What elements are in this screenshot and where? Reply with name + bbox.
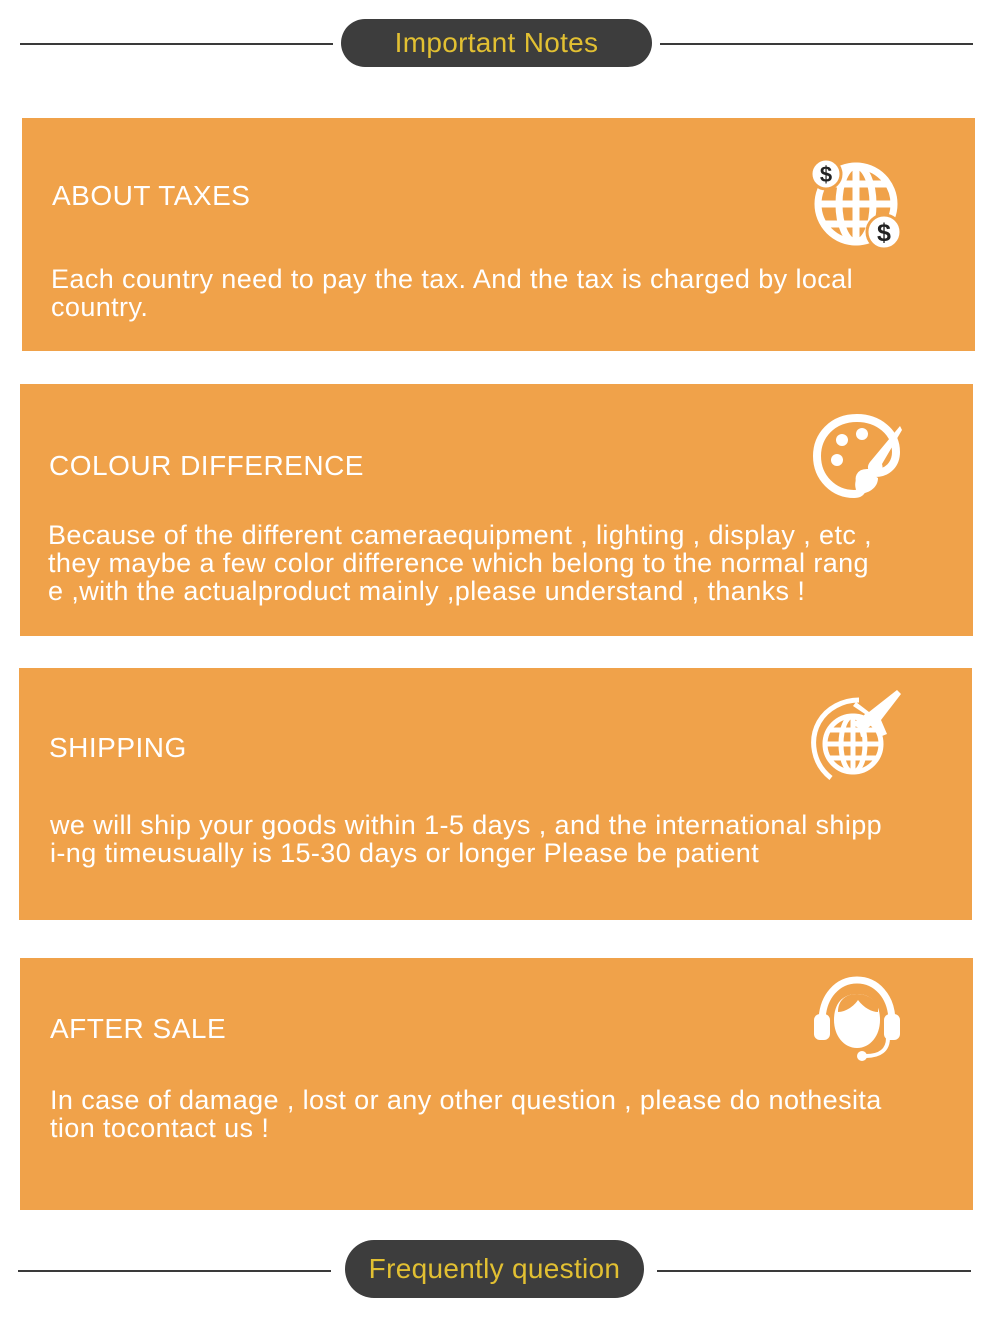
globe-airplane-icon [807, 688, 903, 784]
card-text: In case of damage , lost or any other question , please do nothesita tion tocontact us ! [50, 1085, 882, 1143]
shipping-card [19, 668, 972, 920]
colour-difference-card [20, 384, 973, 636]
palette-brush-icon [812, 412, 904, 502]
headset-agent-icon [810, 972, 904, 1064]
card-text: we will ship your goods within 1-5 days , and the international shipp i-ng timeusually is 15-30 days or longer Please be patient [50, 810, 883, 868]
header-divider-left [20, 43, 333, 45]
header-divider-right [660, 43, 973, 45]
important-notes-heading: Important Notes [341, 19, 652, 67]
card-title: ABOUT TAXES [52, 180, 251, 211]
globe-dollar-icon [808, 156, 908, 252]
card-title: COLOUR DIFFERENCE [49, 450, 364, 481]
about-taxes-card [22, 118, 975, 351]
footer-divider-right [657, 1270, 971, 1272]
after-sale-card [20, 958, 973, 1210]
card-text: Each country need to pay the tax. And the tax is charged by local country. [51, 264, 853, 322]
frequently-question-heading: Frequently question [345, 1240, 644, 1298]
card-title: SHIPPING [49, 732, 187, 763]
card-title: AFTER SALE [50, 1013, 227, 1044]
svg-text:$: $ [819, 162, 833, 187]
footer-divider-left [18, 1270, 331, 1272]
svg-text:$: $ [877, 219, 891, 247]
card-text: Because of the different cameraequipment , lighting , display , etc , they maybe a few color difference which belong to the normal rang e ,with the actualproduct mainly ,please understand , thanks ! [48, 520, 873, 606]
